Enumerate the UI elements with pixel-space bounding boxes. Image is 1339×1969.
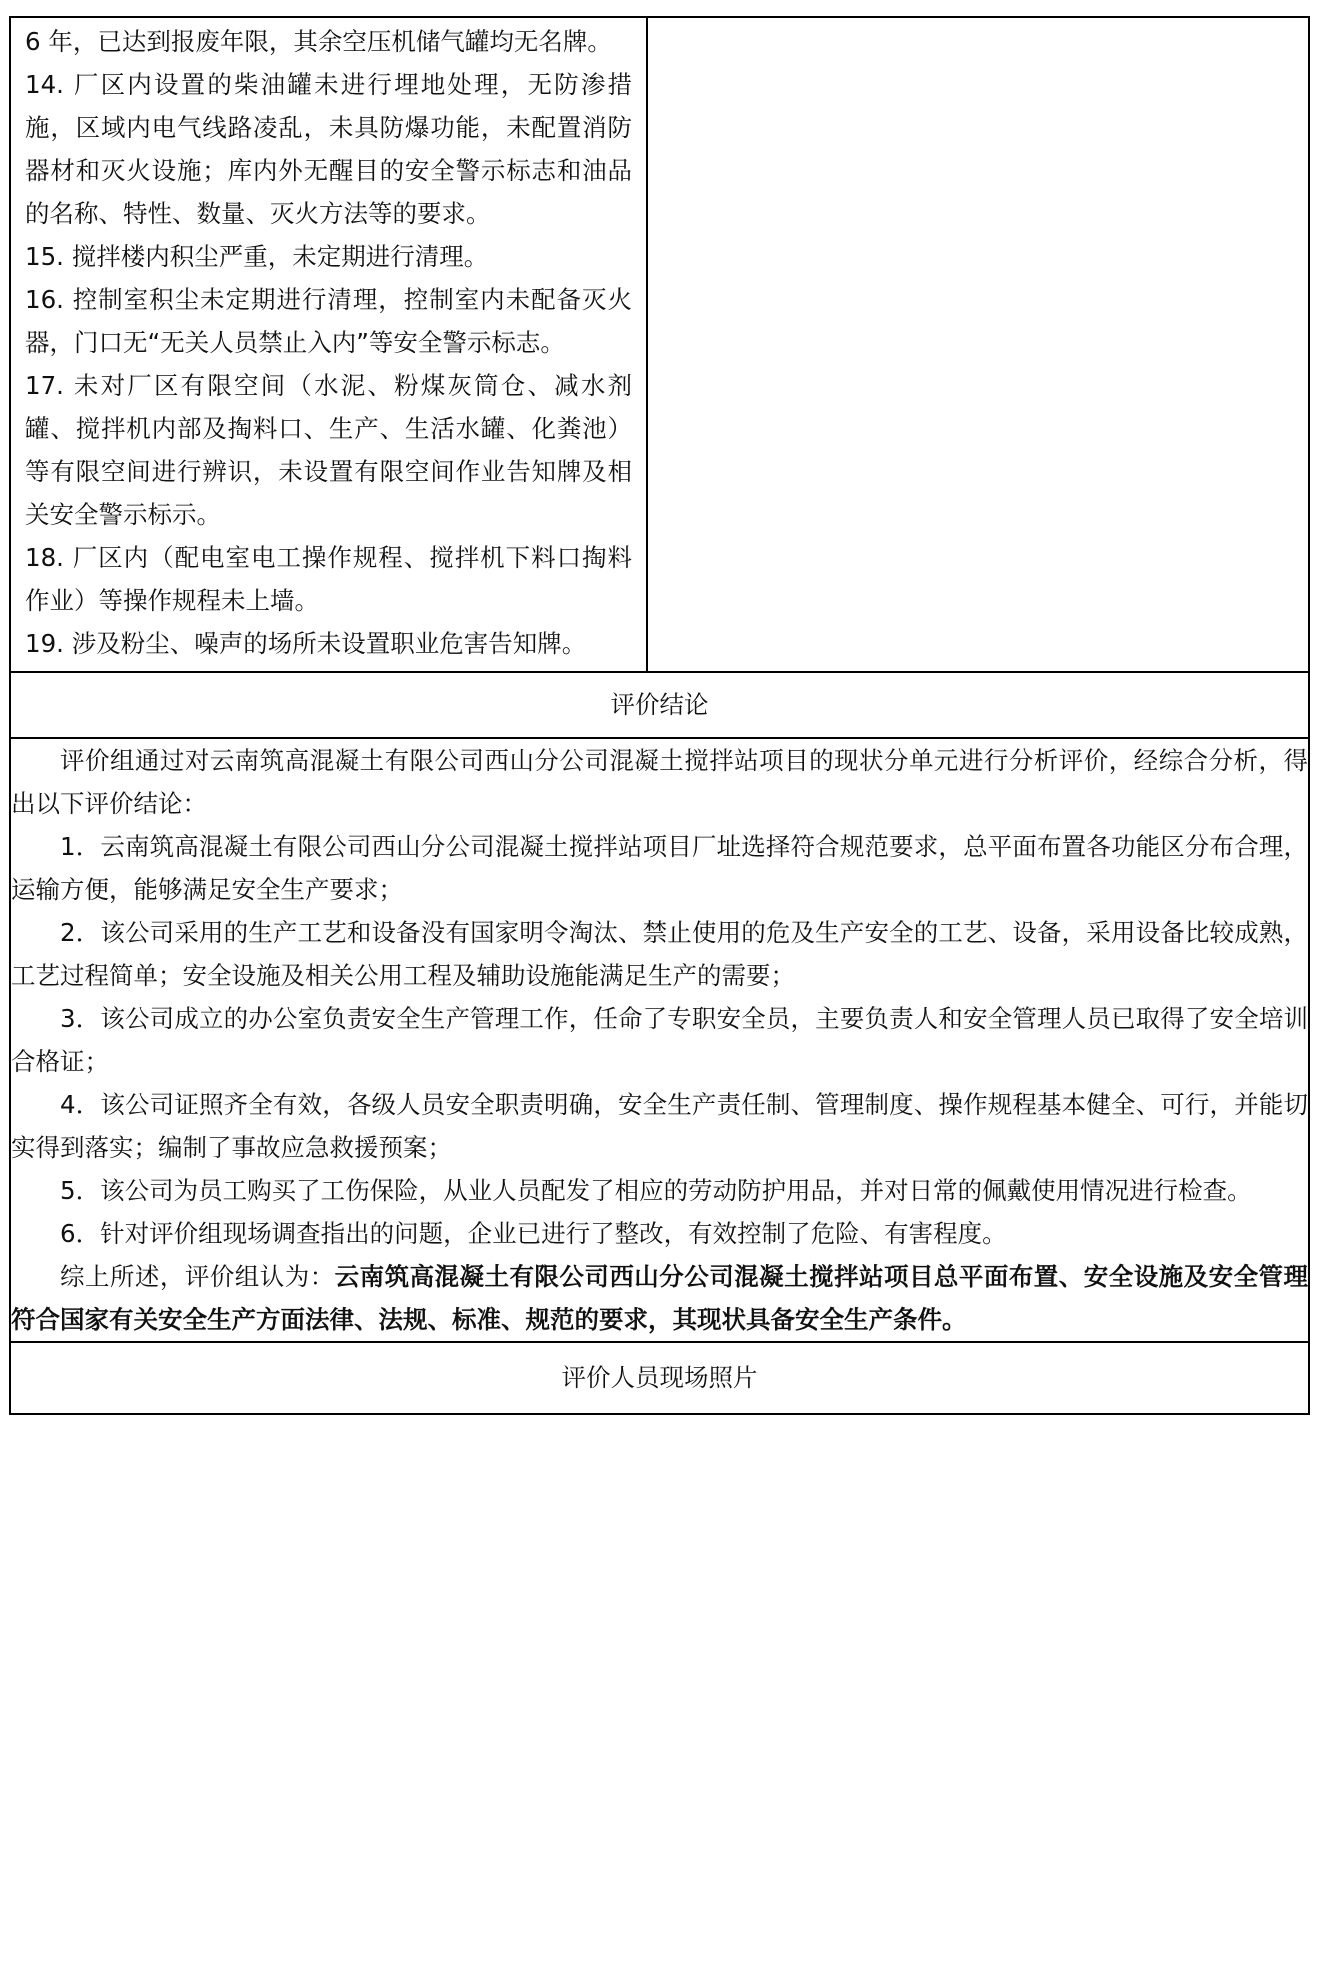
finding-item: 19. 涉及粉尘、噪声的场所未设置职业危害告知牌。 (25, 629, 587, 658)
photos-heading: 评价人员现场照片 (10, 1342, 1309, 1414)
conclusion-heading-row (10, 672, 1309, 738)
blank-cell (647, 17, 1309, 672)
findings-row (10, 17, 1309, 672)
photos-heading-row (10, 1342, 1309, 1414)
conclusion-cell (10, 738, 1309, 1342)
finding-item: 15. 搅拌楼内积尘严重，未定期进行清理。 (25, 242, 489, 271)
conclusion-item: 3．该公司成立的办公室负责安全生产管理工作，任命了专职安全员，主要负责人和安全管理人员已取得了安全培训合格证； (11, 1004, 1308, 1076)
finding-item: 16. 控制室积尘未定期进行清理，控制室内未配备灭火器，门口无“无关人员禁止入内”等安全警示标志。 (25, 285, 632, 357)
conclusion-item: 6．针对评价组现场调查指出的问题，企业已进行了整改，有效控制了危险、有害程度。 (60, 1219, 1007, 1248)
summary-bold: 云南筑高混凝土有限公司西山分公司混凝土搅拌站项目总平面布置、安全设施及安全管理符合国家有关安全生产方面法律、法规、标准、规范的要求，其现状具备安全生产条件。 (11, 1262, 1309, 1334)
conclusion-heading: 评价结论 (10, 672, 1309, 738)
finding-item: 14. 厂区内设置的柴油罐未进行埋地处理，无防渗措施，区域内电气线路凌乱，未具防爆功能，未配置消防器材和灭火设施；库内外无醒目的安全警示标志和油品的名称、特性、数量、灭火方法等的要求。 (25, 70, 632, 228)
findings-list (11, 18, 646, 671)
conclusion-item: 5．该公司为员工购买了工伤保险，从业人员配发了相应的劳动防护用品，并对日常的佩戴使用情况进行检查。 (60, 1176, 1252, 1205)
conclusion-summary (11, 1255, 1308, 1341)
finding-item: 6 年，已达到报废年限，其余空压机储气罐均无名牌。 (25, 27, 612, 56)
evaluation-table (9, 16, 1310, 1415)
conclusion-item: 2．该公司采用的生产工艺和设备没有国家明令淘汰、禁止使用的危及生产安全的工艺、设备，采用设备比较成熟，工艺过程简单；安全设施及相关公用工程及辅助设施能满足生产的需要； (11, 918, 1308, 990)
conclusion-intro: 评价组通过对云南筑高混凝土有限公司西山分公司混凝土搅拌站项目的现状分单元进行分析评价，经综合分析，得出以下评价结论： (11, 746, 1308, 818)
finding-item: 17. 未对厂区有限空间（水泥、粉煤灰筒仓、减水剂罐、搅拌机内部及掏料口、生产、生活水罐、化粪池）等有限空间进行辨识，未设置有限空间作业告知牌及相关安全警示标示。 (25, 371, 632, 529)
conclusion-row (10, 738, 1309, 1342)
conclusion-item: 1．云南筑高混凝土有限公司西山分公司混凝土搅拌站项目厂址选择符合规范要求，总平面布置各功能区分布合理，运输方便，能够满足安全生产要求； (11, 832, 1308, 904)
conclusion-item: 4．该公司证照齐全有效，各级人员安全职责明确，安全生产责任制、管理制度、操作规程基本健全、可行，并能切实得到落实；编制了事故应急救援预案； (11, 1090, 1308, 1162)
findings-cell (10, 17, 647, 672)
summary-lead: 综上所述，评价组认为： (60, 1262, 335, 1291)
finding-item: 18. 厂区内（配电室电工操作规程、搅拌机下料口掏料作业）等操作规程未上墙。 (25, 543, 632, 615)
